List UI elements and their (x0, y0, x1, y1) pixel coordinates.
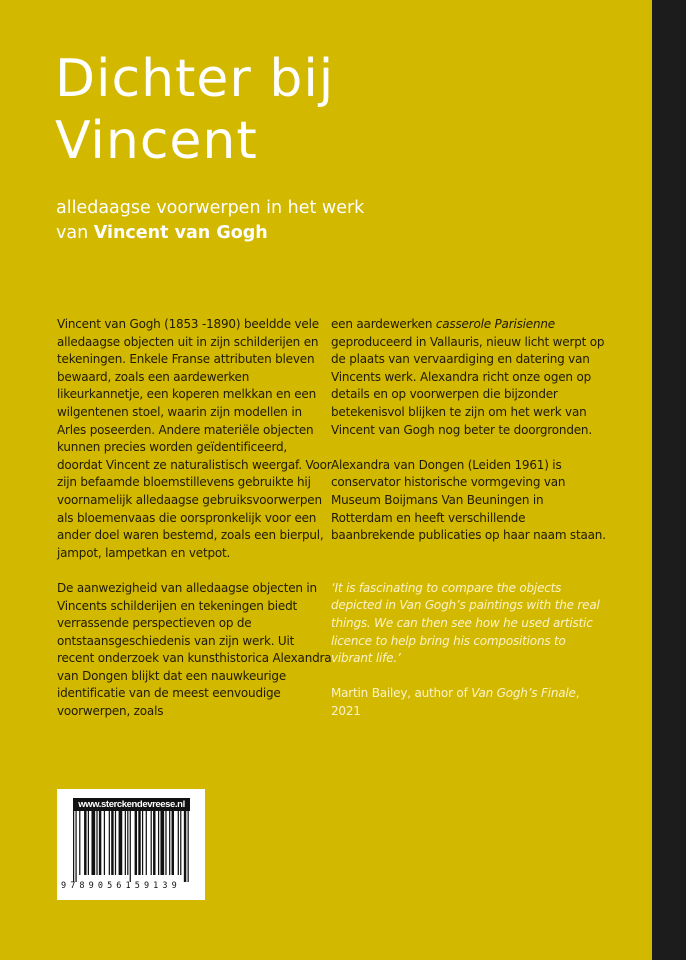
book-spine (652, 0, 686, 960)
barcode-bar (127, 811, 128, 875)
subtitle-artist: Vincent van Gogh (93, 223, 268, 243)
barcode-bar (184, 811, 186, 882)
publisher-url: www.sterckendevreese.nl (73, 798, 190, 811)
review-quote: ‘It is fascinating to compare the objects depicted in Van Gogh’s paintings with the real things. We can then see how he used artistic licence to help bring his compositions to vibrant life.’ (331, 580, 600, 666)
barcode-bar (96, 811, 97, 875)
barcode-bar (79, 811, 80, 875)
barcode-bar (178, 811, 179, 875)
barcode-bars (73, 811, 190, 882)
book-subtitle (56, 196, 364, 246)
title-line-1: Dichter bij (55, 49, 335, 109)
italic-term: casserole Parisienne (435, 317, 555, 331)
author-bio: Alexandra van Dongen (Leiden 1961) is conservator historische vormgeving van Museum Boijmans Van Beuningen in Rotterdam en heeft verschillende baanbrekende publicaties op haar naam staan. (331, 457, 606, 543)
isbn-digits: 9789056159139 (61, 881, 181, 891)
barcode-bar (99, 811, 101, 875)
right-column (331, 316, 606, 738)
blurb-paragraph-3 (331, 316, 606, 439)
barcode-bar (130, 811, 131, 882)
title-line-2: Vincent (55, 111, 258, 171)
barcode-bar (84, 811, 86, 875)
blurb-paragraph-2: De aanwezigheid van alledaagse objecten in Vincents schilderijen en tekeningen biedt verrassende perspectieven op de ontstaansgeschiedenis van zijn werk. Uit recent onderzoek van kunsthistorica Alexandra van Dongen blijkt dat een nauwkeurige identificatie van de meest eenvoudige voorwerpen, zoals (57, 580, 332, 719)
book-title (55, 48, 334, 172)
barcode-bar (125, 811, 126, 875)
barcode-bar (91, 811, 95, 875)
barcode-box (57, 789, 205, 900)
subtitle-line-1: alledaagse voorwerpen in het werk (56, 198, 365, 218)
barcode-bar (73, 811, 74, 882)
barcode-bar (158, 811, 159, 875)
barcode-bar (180, 811, 181, 875)
book-reference: Van Gogh’s Finale (471, 686, 576, 701)
text: een aardewerken (331, 317, 436, 331)
barcode-bar (146, 811, 147, 875)
barcode-bar (188, 811, 189, 882)
barcode-bar (115, 811, 116, 875)
barcode-bar (111, 811, 113, 875)
barcode-bar (109, 811, 110, 875)
subtitle-prefix: van (56, 223, 94, 243)
text: geproduceerd in Vallauris, nieuw licht werpt op de plaats van vervaardiging en datering van Vincents werk. Alexandra richt onze ogen op details en op voorwerpen die bijzonder betekenisvol blijken te zijn om het werk van Vincent van Gogh nog beter te doorgronden. (331, 334, 605, 437)
barcode-bar (153, 811, 155, 875)
barcode-bar (138, 811, 140, 875)
barcode-bar (169, 811, 170, 875)
barcode-bar (75, 811, 76, 882)
barcode-bar (135, 811, 137, 875)
left-column (57, 316, 332, 738)
barcode-bar (104, 811, 105, 875)
blurb-paragraph-1: Vincent van Gogh (1853 -1890) beeldde vele alledaagse objecten uit in zijn schilderijen en tekeningen. Enkele Franse attributen bleven bewaard, zoals een aardewerken likeurkannetje, een koperen melkkan en een wilgentenen stoel, waarin zijn modellen in Arles poseerden. Andere materiële objecten kunnen precies worden geïdentificeerd, doordat Vincent ze naturalistisch weergaf. Voor zijn befaamde bloemstillevens gebruikte hij voornamelijk alledaagse gebruiksvoorwerpen als bloemenvaas die oorspronkelijk voor een ander doel waren bestemd, zoals een bierpul, jampot, lampetkan en vetpot. (57, 317, 332, 560)
barcode-bar (142, 811, 143, 875)
barcode-bar (160, 811, 164, 875)
quote-credit (331, 685, 606, 720)
barcode-bar (151, 811, 152, 875)
barcode-bar (88, 811, 89, 875)
barcode-bar (165, 811, 166, 875)
text: , 2021 (331, 686, 580, 718)
text: Martin Bailey, author of (331, 686, 472, 701)
barcode-bar (119, 811, 123, 875)
barcode-bar (172, 811, 174, 875)
